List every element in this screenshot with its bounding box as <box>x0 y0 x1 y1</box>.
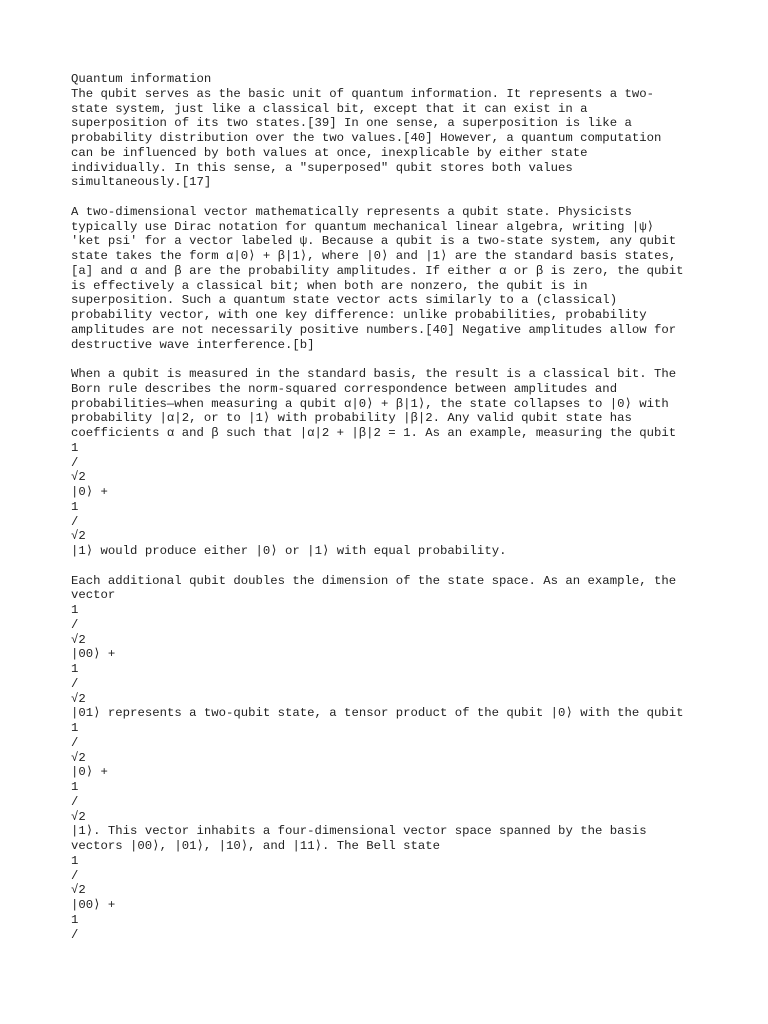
text-line: probability vector, with one key difference: unlike probabilities, probability <box>71 308 647 322</box>
text-line: The qubit serves as the basic unit of quantum information. It represents a two- <box>71 86 654 101</box>
text-line: probability distribution over the two values.[40] However, a quantum computation <box>71 131 662 145</box>
text-line: A two-dimensional vector mathematically represents a qubit state. Physicists <box>71 204 632 219</box>
text-line: [a] and α and β are the probability amplitudes. If either α or β is zero, the qubit <box>71 263 684 278</box>
text-line: / <box>71 514 79 529</box>
text-line: |00⟩ + <box>71 647 116 662</box>
text-line: / <box>71 927 79 942</box>
text-line: √2 <box>71 809 86 824</box>
text-line: |01⟩ represents a two-qubit state, a tensor product of the qubit |0⟩ with the qubit <box>71 706 684 721</box>
text-line: / <box>71 794 79 809</box>
text-line: can be influenced by both values at once, inexplicable by either state <box>71 145 588 160</box>
text-line: |0⟩ + <box>71 765 108 780</box>
text-line: 1 <box>71 662 79 676</box>
text-line: / <box>71 735 79 750</box>
text-line: / <box>71 455 79 470</box>
text-line: √2 <box>71 750 86 765</box>
text-line: probability |α|2, or to |1⟩ with probability |β|2. Any valid qubit state has <box>71 411 632 426</box>
text-line: / <box>71 617 79 632</box>
text-line <box>71 559 751 574</box>
text-line: state system, just like a classical bit, except that it can exist in a <box>71 101 588 116</box>
text-line: state takes the form α|0⟩ + β|1⟩, where |0⟩ and |1⟩ are the standard basis states, <box>71 249 677 263</box>
text-line: √2 <box>71 691 86 706</box>
text-line <box>71 190 751 205</box>
text-line: 1 <box>71 853 79 868</box>
text-line: 1 <box>71 440 79 455</box>
text-line: is effectively a classical bit; when both are nonzero, the qubit is in <box>71 278 588 293</box>
text-line: When a qubit is measured in the standard basis, the result is a classical bit. The <box>71 367 677 381</box>
text-line: 1 <box>71 780 79 794</box>
text-line: Born rule describes the norm-squared correspondence between amplitudes and <box>71 381 618 396</box>
text-line: amplitudes are not necessarily positive numbers.[40] Negative amplitudes allow for <box>71 322 677 337</box>
text-line: 1 <box>71 603 79 617</box>
document-body <box>71 72 751 942</box>
text-line: vectors |00⟩, |01⟩, |10⟩, and |11⟩. The Bell state <box>71 839 441 853</box>
text-line: / <box>71 868 79 883</box>
text-line: Quantum information <box>71 72 212 86</box>
text-line: |00⟩ + <box>71 898 116 912</box>
text-line: probabilities—when measuring a qubit α|0⟩ + β|1⟩, the state collapses to |0⟩ with <box>71 396 669 411</box>
text-line: √2 <box>71 529 86 544</box>
text-line <box>71 352 751 367</box>
text-line: √2 <box>71 470 86 485</box>
text-line: typically use Dirac notation for quantum mechanical linear algebra, writing |ψ⟩ <box>71 219 654 234</box>
text-line: √2 <box>71 883 86 898</box>
text-line: coefficients α and β such that |α|2 + |β|2 = 1. As an example, measuring the qubit <box>71 426 677 440</box>
text-line: |0⟩ + <box>71 485 108 499</box>
text-line: 1 <box>71 721 79 735</box>
text-line: / <box>71 676 79 691</box>
text-line: vector <box>71 588 116 603</box>
text-line: superposition of its two states.[39] In one sense, a superposition is like a <box>71 116 632 131</box>
text-line: 1 <box>71 499 79 514</box>
text-line: 1 <box>71 912 79 927</box>
text-line: |1⟩. This vector inhabits a four-dimensional vector space spanned by the basis <box>71 824 647 839</box>
text-line: destructive wave interference.[b] <box>71 337 315 352</box>
text-line: simultaneously.[17] <box>71 175 212 190</box>
text-line: √2 <box>71 632 86 647</box>
text-line: 'ket psi' for a vector labeled ψ. Because a qubit is a two-state system, any qubit <box>71 234 677 249</box>
text-line: Each additional qubit doubles the dimension of the state space. As an example, the <box>71 573 677 588</box>
text-line: |1⟩ would produce either |0⟩ or |1⟩ with equal probability. <box>71 544 507 558</box>
text-line: superposition. Such a quantum state vector acts similarly to a (classical) <box>71 293 618 308</box>
text-line: individually. In this sense, a "superposed" qubit stores both values <box>71 160 573 175</box>
